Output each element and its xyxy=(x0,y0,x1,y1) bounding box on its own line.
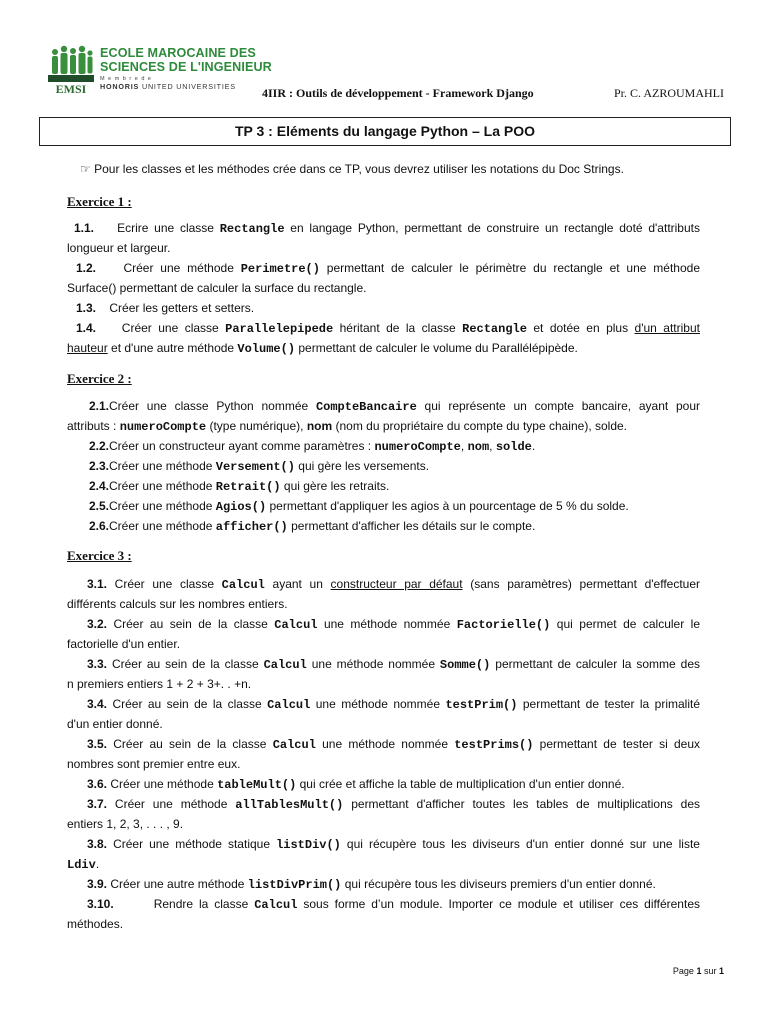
exercise-1-item-4-cont: hauteur et d'une autre méthode Volume() permettant de calculer le volume du Parallélépipède. xyxy=(67,341,578,356)
exercise-3-item-1: 3.1. Créer une classe Calcul ayant un constructeur par défaut (sans paramètres) permettant d'effectuer xyxy=(87,577,701,592)
exercise-2-item-6: 2.6.Créer une méthode afficher() permettant d'afficher les détails sur le compte. xyxy=(89,519,536,534)
exercise-3-item-3-cont: n premiers entiers 1 + 2 + 3+. . +n. xyxy=(67,677,252,691)
exercise-3-heading: Exercice 3 : xyxy=(67,548,132,563)
exercise-3-item-4-cont: d'un entier donné. xyxy=(67,717,163,731)
exercise-3-item-8-cont: Ldiv. xyxy=(67,857,100,872)
exercise-1-item-4: 1.4. Créer une classe Parallelepipede héritant de la classe Rectangle et dotée en plus d'un attribut xyxy=(76,321,700,336)
network-name: HONORIS UNITED UNIVERSITIES xyxy=(100,82,236,91)
school-name xyxy=(100,46,272,91)
member-label: M e m b r e d e xyxy=(100,76,152,82)
exercise-3-item-10: 3.10. Rendre la classe Calcul sous forme d’un module. Importer ce module et utiliser ces différentes xyxy=(87,897,700,912)
document-title: TP 3 : Eléments du langage Python – La POO xyxy=(39,117,731,146)
exercise-2-item-4: 2.4.Créer une méthode Retrait() qui gère les retraits. xyxy=(89,479,390,494)
exercise-2-item-1-cont: attributs : numeroCompte (type numérique), nom (nom du propriétaire du compte du type chaine), solde. xyxy=(67,419,628,434)
exercise-3-item-5: 3.5. Créer au sein de la classe Calcul une méthode nommée testPrims() permettant de tester si deux xyxy=(87,737,701,752)
exercise-3-item-1-cont: différents calculs sur les nombres entiers. xyxy=(67,597,288,611)
document-header xyxy=(46,44,726,100)
exercise-1-item-1-cont: longueur et largeur. xyxy=(67,241,171,255)
exercise-3-item-7: 3.7. Créer une méthode allTablesMult() permettant d'afficher toutes les tables de multiplications des xyxy=(87,797,700,812)
exercise-1-item-1: 1.1. Ecrire une classe Rectangle en langage Python, permettant de construire un rectangle doté d'attributs xyxy=(74,221,700,236)
pointing-hand-icon: ☞ xyxy=(80,162,91,176)
exercise-1-heading: Exercice 1 : xyxy=(67,194,132,209)
exercise-3-item-7-cont: entiers 1, 2, 3, . . . , 9. xyxy=(67,817,184,831)
exercise-1-item-2: 1.2. Créer une méthode Perimetre() permettant de calculer le périmètre du rectangle et une méthode xyxy=(76,261,701,276)
exercise-2-heading: Exercice 2 : xyxy=(67,371,132,386)
exercise-3-item-2-cont: factorielle d'un entier. xyxy=(67,637,181,651)
intro-line: ☞ Pour les classes et les méthodes crée dans ce TP, vous devrez utiliser les notations du Doc Strings. xyxy=(80,162,624,176)
school-line-2: SCIENCES DE L'INGENIEUR xyxy=(100,60,272,74)
exercise-3-item-4: 3.4. Créer au sein de la classe Calcul une méthode nommée testPrim() permettant de tester la primalité xyxy=(87,697,701,712)
page-number: Page 1 sur 1 xyxy=(672,966,724,976)
exercise-3-item-3: 3.3. Créer au sein de la classe Calcul une méthode nommée Somme() permettant de calculer la somme des xyxy=(87,657,700,672)
exercise-3-item-8: 3.8. Créer une méthode statique listDiv() qui récupère tous les diviseurs d'un entier donné sur une liste xyxy=(87,837,700,852)
school-line-1: ECOLE MAROCAINE DES xyxy=(100,46,256,60)
emsi-logo-icon xyxy=(48,44,94,96)
exercise-3-item-6: 3.6. Créer une méthode tableMult() qui crée et affiche la table de multiplication d'un entier donné. xyxy=(87,777,625,792)
exercise-2-item-5: 2.5.Créer une méthode Agios() permettant d'appliquer les agios à un pourcentage de 5 % du solde. xyxy=(89,499,629,514)
exercise-2-item-2: 2.2.Créer un constructeur ayant comme paramètres : numeroCompte, nom, solde. xyxy=(89,439,536,454)
exercise-2-item-3: 2.3.Créer une méthode Versement() qui gère les versements. xyxy=(89,459,430,474)
exercise-3-item-10-cont: méthodes. xyxy=(67,917,124,931)
exercise-3-item-2: 3.2. Créer au sein de la classe Calcul une méthode nommée Factorielle() qui permet de calculer le xyxy=(87,617,701,632)
exercise-1-item-2-cont: Surface() permettant de calculer la surface du rectangle. xyxy=(67,281,367,295)
exercise-3-item-5-cont: nombres sont premier entre eux. xyxy=(67,757,241,771)
svg-text:EMSI: EMSI xyxy=(55,82,87,96)
exercise-2-item-1: 2.1.Créer une classe Python nommée CompteBancaire qui représente un compte bancaire, ayant pour xyxy=(89,399,700,414)
exercise-3-item-9: 3.9. Créer une autre méthode listDivPrim() qui récupère tous les diviseurs premiers d'un entier donné. xyxy=(87,877,656,892)
professor-name: Pr. C. AZROUMAHLI xyxy=(613,86,724,100)
course-title: 4IIR : Outils de développement - Framework Django xyxy=(262,86,534,100)
exercise-1-item-3: 1.3. Créer les getters et setters. xyxy=(76,301,255,315)
